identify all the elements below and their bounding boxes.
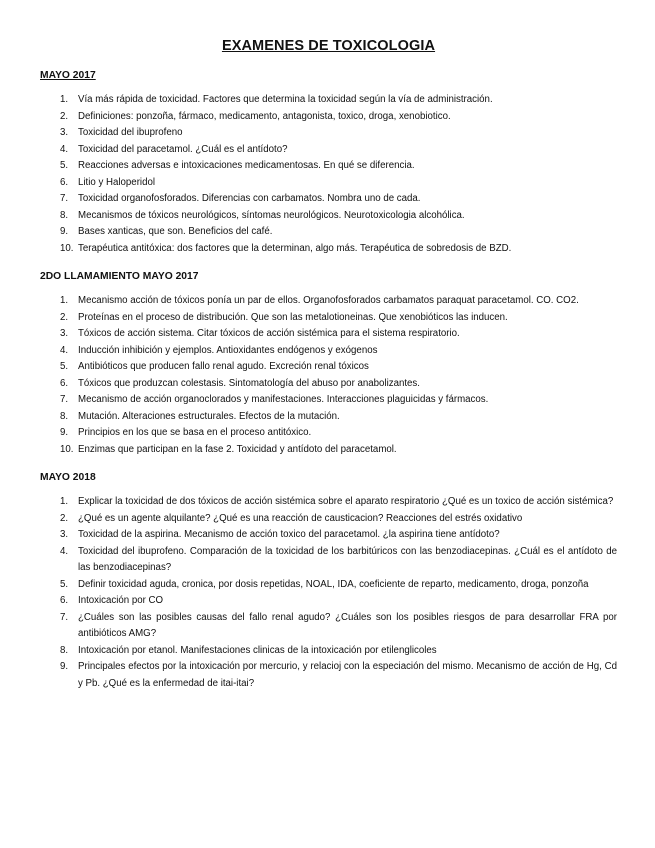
section-heading: MAYO 2017	[40, 70, 96, 81]
list-item: 1. Mecanismo acción de tóxicos ponía un par de ellos. Organofosforados carbamatos paraquat paracetamol. CO. CO2.	[60, 295, 579, 306]
list-item: 2. Proteínas en el proceso de distribución. Que son las metalotioneinas. Que xenobióticos las inducen.	[60, 311, 508, 323]
list-item: 2. ¿Qué es un agente alquilante? ¿Qué es una reacción de causticacion? Reacciones del estrés oxidativo	[60, 512, 523, 524]
list-item: 1. Explicar la toxicidad de dos tóxicos de acción sistémica sobre el aparato respiratorio ¿Qué es un toxico de acción sistémica?	[60, 496, 614, 507]
list-item: 5. Definir toxicidad aguda, cronica, por dosis repetidas, NOAL, IDA, coeficiente de reparto, medicamento, droga, ponzoña	[60, 578, 589, 590]
question-list	[40, 293, 617, 458]
list-item: 3. Toxicidad del ibuprofeno	[60, 127, 183, 138]
list-item: 3. Tóxicos de acción sistema. Citar tóxicos de acción sistémica para el sistema respiratorio.	[60, 328, 460, 339]
list-item: 7. Toxicidad organofosforados. Diferencias con carbamatos. Nombra uno de cada.	[60, 193, 421, 204]
list-item: 3. Toxicidad de la aspirina. Mecanismo de acción toxico del paracetamol. ¿la aspirina tiene antídoto?	[60, 529, 500, 540]
list-item: 9. Principales efectos por la intoxicación por mercurio, y relacioj con la especiación del mismo. Mecanismo de acción de Hg, Cd y Pb. ¿Qué es la enfermedad de itai-itai?	[60, 661, 617, 689]
list-item: 2. Definiciones: ponzoña, fármaco, medicamento, antagonista, toxico, droga, xenobiotico.	[60, 110, 451, 122]
list-item: 8. Mecanismos de tóxicos neurológicos, síntomas neurológicos. Neurotoxicologia alcohólica.	[60, 209, 465, 221]
section-mayo-2017	[40, 70, 617, 257]
list-item: 4. Toxicidad del paracetamol. ¿Cuál es el antídoto?	[60, 143, 288, 155]
section-mayo-2018	[40, 472, 617, 692]
list-item: 9. Bases xanticas, que son. Beneficios del café.	[60, 226, 273, 237]
list-item: 4. Inducción inhibición y ejemplos. Antioxidantes endógenos y exógenos	[60, 344, 378, 356]
question-list	[40, 494, 617, 692]
section-2do-llamamiento-mayo-2017	[40, 271, 617, 458]
list-item: 6. Litio y Haloperidol	[60, 176, 156, 188]
section-heading: MAYO 2018	[40, 472, 96, 483]
page-title: EXAMENES DE TOXICOLOGIA	[221, 38, 436, 54]
list-item: 10. Terapéutica antitóxica: dos factores que la determinan, algo más. Terapéutica de sobredosis de BZD.	[60, 242, 512, 254]
list-item: 6. Intoxicación por CO	[60, 595, 164, 606]
list-item: 8. Mutación. Alteraciones estructurales. Efectos de la mutación.	[60, 410, 340, 422]
list-item: 10. Enzimas que participan en la fase 2. Toxicidad y antídoto del paracetamol.	[60, 443, 397, 455]
list-item: 1. Vía más rápida de toxicidad. Factores que determina la toxicidad según la vía de administración.	[60, 94, 493, 105]
list-item: 7. Mecanismo de acción organoclorados y manifestaciones. Interacciones plaguicidas y fármacos.	[60, 394, 489, 405]
list-item: 7. ¿Cuáles son las posibles causas del fallo renal agudo? ¿Cuáles son los posibles riesgos de para desarrollar FRA por antibióticos AMG?	[60, 611, 617, 639]
list-item: 8. Intoxicación por etanol. Manifestaciones clinicas de la intoxicación por etilenglicoles	[60, 644, 437, 656]
question-list	[40, 92, 617, 257]
section-heading: 2DO LLAMAMIENTO MAYO 2017	[40, 271, 199, 282]
list-item: 9. Principios en los que se basa en el proceso antitóxico.	[60, 427, 312, 438]
list-item: 5. Antibióticos que producen fallo renal agudo. Excreción renal tóxicos	[60, 361, 369, 372]
list-item: 4. Toxicidad del ibuprofeno. Comparación de la toxicidad de los barbitúricos con las benzodiacepinas. ¿Cuál es el antídoto de las benzodiacepinas?	[60, 545, 617, 573]
list-item: 6. Tóxicos que produzcan colestasis. Sintomatología del abuso por anabolizantes.	[60, 377, 420, 389]
list-item: 5. Reacciones adversas e intoxicaciones medicamentosas. En qué se diferencia.	[60, 160, 415, 171]
